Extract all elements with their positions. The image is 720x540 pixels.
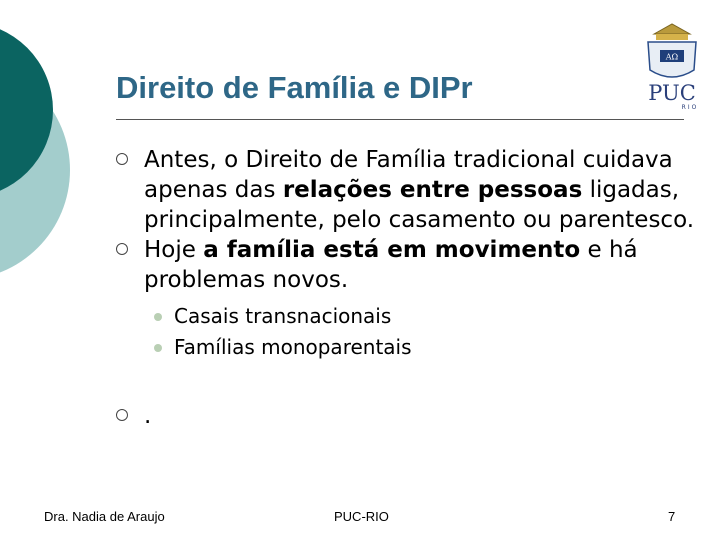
hollow-bullet-icon: [116, 409, 128, 421]
bullet-text-3: .: [144, 403, 152, 429]
slide-title: Direito de Família e DIPr: [116, 70, 473, 105]
decorative-circles: [0, 0, 110, 300]
filled-dot-icon: [154, 313, 162, 321]
bullet-text-2-part-2: a família está em movimento: [203, 237, 581, 263]
bullet-item-2: [116, 235, 696, 295]
bullet-text-1-part-2: relações entre pessoas: [282, 177, 583, 203]
logo-subtext: RIO: [681, 104, 699, 110]
puc-rio-logo: [634, 20, 710, 110]
title-divider: [116, 119, 684, 120]
page-number: 7: [668, 509, 676, 524]
slide-content: [116, 145, 696, 431]
subbullet-text-1: Casais transnacionais: [174, 304, 392, 328]
subbullet-text-2: Famílias monoparentais: [174, 335, 412, 359]
bullet-text-2-part-1: Hoje: [144, 237, 204, 263]
bullet-item-3: [116, 401, 696, 431]
bullet-text-1-part-1: Antes, o Direito de Família tradicional cuidava apenas das: [144, 147, 673, 203]
hollow-bullet-icon: [116, 243, 128, 255]
bullet-item-1: [116, 145, 696, 235]
footer-author: Dra. Nadia de Araujo: [44, 509, 165, 524]
subbullet-item-2: [116, 332, 696, 363]
bullet-text-2-part-3: e há problemas novos.: [144, 237, 638, 293]
filled-dot-icon: [154, 344, 162, 352]
logo-emblem-text: ΑΩ: [665, 52, 679, 62]
bullet-text-1-part-3: ligadas, principalmente, pelo casamento ou parentesco.: [144, 177, 695, 233]
hollow-bullet-icon: [116, 153, 128, 165]
subbullet-item-1: [116, 301, 696, 332]
logo-text: PUC: [648, 81, 696, 105]
footer-institution: PUC-RIO: [334, 509, 389, 524]
